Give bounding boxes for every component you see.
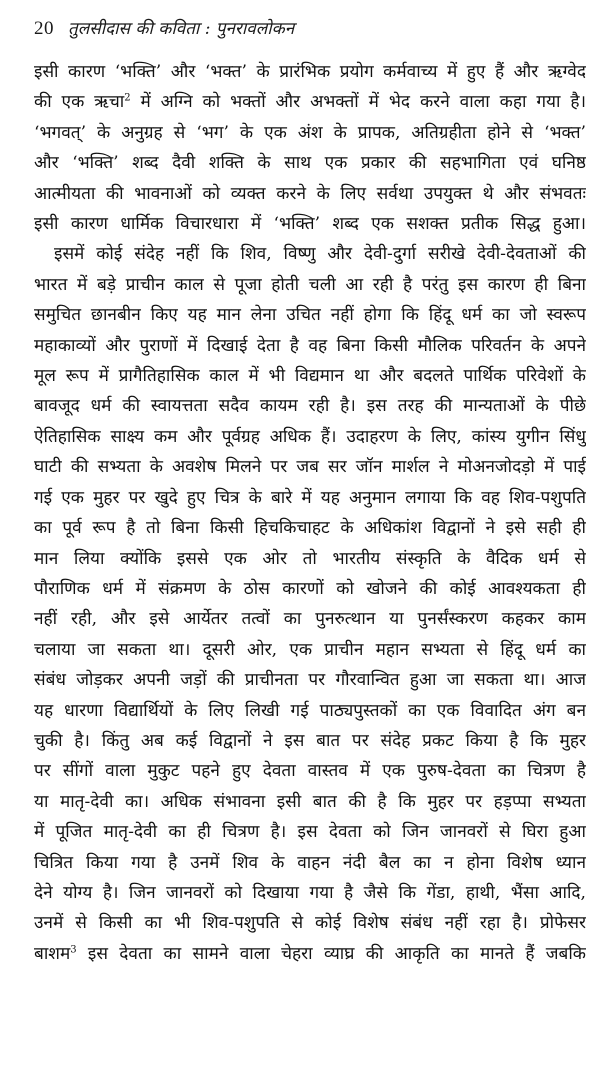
text-line	[34, 118, 586, 148]
text-line	[34, 665, 586, 695]
line-text: ऐतिहासिक साक्ष्य कम और पूर्वग्रह अधिक हैं। उदाहरण के लिए, कांस्य युगीन सिंधु	[34, 426, 586, 447]
text-line	[34, 848, 586, 878]
line-text: बाशम	[34, 943, 71, 964]
line-text: यह धारणा विद्यार्थियों के लिए लिखी गई पाठ्यपुस्तकों का एक विवादित अंग बन	[34, 700, 586, 721]
line-text: की एक ऋचा	[34, 92, 125, 113]
line-text: बावजूद धर्म की स्वायत्तता सदैव कायम रही है। इस तरह की मान्यताओं के पीछे	[34, 396, 586, 417]
running-title: तुलसीदास की कविता : पुनरावलोकन	[68, 19, 295, 39]
line-text: उनमें से किसी का भी शिव-पशुपति से कोई विशेष संबंध नहीं रहा है। प्रोफेसर	[34, 913, 586, 934]
text-line	[34, 817, 586, 847]
line-text-continued: इस देवता का सामने वाला चेहरा व्याघ्र की आकृति का मानते हैं जबकि	[76, 943, 586, 964]
text-line	[34, 604, 586, 634]
line-text: और ‘भक्ति’ शब्द दैवी शक्ति के साथ एक प्रकार की सहभागिता एवं घनिष्ठ	[34, 153, 586, 174]
text-line	[34, 331, 586, 361]
text-line	[34, 422, 586, 452]
line-text-continued: में अग्नि को भक्तों और अभक्तों में भेद करने वाला कहा गया है।	[130, 92, 586, 113]
line-text: इसी कारण धार्मिक विचारधारा में ‘भक्ति’ शब्द एक सशक्त प्रतीक सिद्ध हुआ।	[34, 214, 586, 235]
line-text: चलाया जा सकता था। दूसरी ओर, एक प्राचीन महान सभ्यता से हिंदू धर्म का	[34, 639, 586, 660]
text-line	[34, 87, 586, 117]
text-line	[34, 209, 586, 239]
line-text: पौराणिक धर्म में संक्रमण के ठोस कारणों को खोजने की कोई आवश्यकता ही	[34, 578, 586, 599]
text-line	[34, 726, 586, 756]
footnote-marker: 2	[124, 92, 131, 104]
line-text: मान लिया क्योंकि इससे एक ओर तो भारतीय संस्कृति के वैदिक धर्म से	[34, 548, 586, 569]
text-line	[34, 787, 586, 817]
line-text: चुकी है। किंतु अब कई विद्वानों ने इस बात पर संदेह प्रकट किया है कि मुहर	[34, 730, 586, 751]
text-line	[34, 939, 586, 969]
text-line	[34, 361, 586, 391]
footnote-marker: 3	[70, 944, 77, 956]
line-text: इसमें कोई संदेह नहीं कि शिव, विष्णु और देवी-दुर्गा सरीखे देवी-देवताओं की	[54, 244, 586, 265]
line-text: महाकाव्यों और पुराणों में दिखाई देता है वह बिना किसी मौलिक परिवर्तन के अपने	[34, 335, 586, 356]
body-text	[34, 57, 586, 969]
text-line	[34, 239, 586, 269]
page-header	[34, 18, 586, 40]
page-number: 20	[34, 18, 54, 39]
line-text: देने योग्य है। जिन जानवरों को दिखाया गया है जैसे कि गेंडा, हाथी, भैंसा आदि,	[34, 882, 586, 903]
line-text: या मातृ-देवी का। अधिक संभावना इसी बात की है कि मुहर पर हड़प्पा सभ्यता	[34, 791, 586, 812]
line-text: इसी कारण ‘भक्ति’ और ‘भक्त’ के प्रारंभिक प्रयोग कर्मवाच्य में हुए हैं और ऋग्वेद	[34, 62, 586, 82]
line-text: नहीं रही, और इसे आर्येतर तत्वों का पुनरुत्थान या पुनर्संस्करण कहकर काम	[34, 609, 586, 630]
text-line	[34, 57, 586, 87]
text-line	[34, 908, 586, 938]
line-text: पर सींगों वाला मुकुट पहने हुए देवता वास्तव में एक पुरुष-देवता का चित्रण है	[34, 761, 586, 782]
text-line	[34, 483, 586, 513]
text-line	[34, 756, 586, 786]
line-text: संबंध जोड़कर अपनी जड़ों की प्राचीनता पर गौरवान्वित हुआ जा सकता था। आज	[34, 670, 586, 691]
text-line	[34, 513, 586, 543]
text-line	[34, 300, 586, 330]
line-text: घाटी की सभ्यता के अवशेष मिलने पर जब सर जॉन मार्शल ने मोअनजोदड़ो में पाई	[34, 457, 586, 478]
text-line	[34, 696, 586, 726]
line-text: भारत में बड़े प्राचीन काल से पूजा होती चली आ रही है परंतु इस कारण ही बिना	[34, 274, 586, 295]
line-text: समुचित छानबीन किए यह मान लेना उचित नहीं होगा कि हिंदू धर्म का जो स्वरूप	[34, 305, 586, 326]
line-text: आत्मीयता की भावनाओं को व्यक्त करने के लिए सर्वथा उपयुक्त थे और संभवतः	[34, 183, 586, 204]
text-line	[34, 635, 586, 665]
text-line	[34, 179, 586, 209]
text-line	[34, 391, 586, 421]
line-text: ‘भगवत्’ के अनुग्रह से ‘भग’ के एक अंश के प्रापक, अतिग्रहीता होने से ‘भक्त’	[34, 122, 586, 143]
text-line	[34, 878, 586, 908]
text-line	[34, 148, 586, 178]
line-text: चित्रित किया गया है उनमें शिव के वाहन नंदी बैल का न होना विशेष ध्यान	[34, 852, 586, 873]
line-text: मूल रूप में प्रागैतिहासिक काल में भी विद्यमान था और बदलते पार्थिक परिवेशों के	[34, 366, 586, 387]
text-line	[34, 544, 586, 574]
text-line	[34, 452, 586, 482]
text-line	[34, 574, 586, 604]
text-line	[34, 270, 586, 300]
line-text: का पूर्व रूप है तो बिना किसी हिचकिचाहट के अधिकांश विद्वानों ने इसे सही ही	[34, 518, 586, 539]
line-text: में पूजित मातृ-देवी का ही चित्रण है। इस देवता को जिन जानवरों से घिरा हुआ	[34, 822, 586, 843]
line-text: गई एक मुहर पर खुदे हुए चित्र के बारे में यह अनुमान लगाया कि वह शिव-पशुपति	[34, 487, 586, 508]
